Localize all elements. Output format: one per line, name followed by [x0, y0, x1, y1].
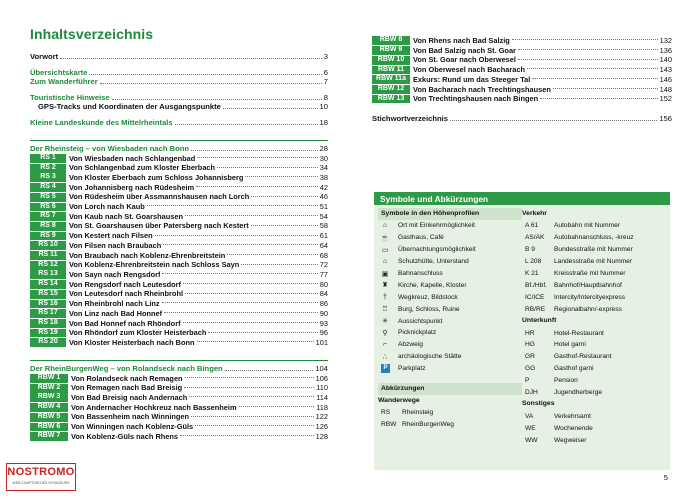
toc-entry-page: 8 — [323, 92, 328, 102]
route-label: Von Bacharach nach Trechtingshausen — [413, 84, 551, 94]
route-code-badge: RBW 4 — [30, 403, 68, 412]
legend-symbol-row — [378, 256, 518, 268]
route-label: Von Remagen nach Bad Breisig — [71, 383, 183, 393]
route-entry[interactable] — [30, 270, 328, 280]
legend-abbr-label: Intercity/Intercityexpress — [554, 293, 626, 301]
route-page: 72 — [319, 260, 328, 270]
legend-abbr-label: Regionalbahn/-express — [554, 305, 622, 313]
route-page: 118 — [316, 402, 328, 412]
route-page: 77 — [319, 270, 328, 279]
legend-profile-heading: Symbole in den Höhenprofilen — [378, 208, 522, 220]
toc-entry-page: 10 — [319, 102, 328, 112]
legend-abbr-row — [522, 422, 666, 434]
toc-left-page — [30, 26, 328, 442]
toc-entry[interactable] — [30, 102, 328, 112]
route-page: 136 — [659, 45, 672, 55]
route-page: 101 — [315, 337, 328, 347]
legend-symbol-label: archäologische Stätte — [398, 353, 462, 361]
route-entry[interactable] — [30, 393, 328, 403]
route-code-badge: RS 7 — [30, 212, 66, 221]
house-icon: ⌂ — [382, 222, 388, 230]
route-page: 114 — [316, 393, 328, 403]
section-heading-rheinburgenweg[interactable] — [30, 364, 328, 374]
legend-abbr-row — [378, 418, 518, 430]
toc-entry-label: Übersichtskarte — [30, 67, 88, 77]
route-entry[interactable] — [30, 192, 328, 202]
route-label: Von Schlangenbad zum Kloster Eberbach — [69, 163, 216, 173]
route-page: 106 — [315, 373, 328, 383]
route-entry[interactable] — [30, 212, 328, 222]
route-label: Von Kestert nach Filsen — [69, 231, 153, 241]
legend-symbol-row — [378, 279, 518, 291]
route-code-badge: RS 16 — [30, 300, 66, 309]
toc-entry[interactable] — [30, 68, 328, 78]
toc-entry-page: 6 — [323, 67, 328, 77]
route-label: Von Rengsdorf nach Leutesdorf — [69, 279, 181, 289]
toc-entry-label: GPS-Tracks und Koordinaten der Ausgangspunkte — [38, 102, 221, 112]
route-label: Von St. Goarshausen über Patersberg nach Kestert — [69, 221, 249, 231]
legend-abbr: P — [525, 377, 530, 385]
cross-icon: † — [383, 293, 387, 301]
route-label: Von Johannisberg nach Rüdesheim — [69, 182, 195, 192]
cup-icon: ☕ — [380, 234, 390, 242]
route-code-badge: RS 12 — [30, 261, 66, 270]
legend-abbr-label: Bahnhof/Hauptbahnhof — [554, 281, 622, 289]
route-entry[interactable] — [30, 309, 328, 319]
route-label: Von Kloster Eberbach zum Schloss Johannisberg — [69, 172, 244, 182]
section-divider — [30, 360, 328, 361]
legend-verkehr-heading: Verkehr — [522, 210, 547, 217]
legend-symbol-row — [378, 291, 518, 303]
route-page: 54 — [319, 211, 328, 221]
route-code-badge: RS 2 — [30, 164, 66, 173]
route-code-badge: RS 18 — [30, 319, 66, 328]
route-entry[interactable] — [30, 374, 328, 384]
route-code-badge: RS 3 — [30, 173, 66, 182]
legend-symbol-label: Ort mit Einkehrmöglichkeit — [398, 222, 475, 230]
route-code-badge: RS 20 — [30, 338, 66, 347]
route-entry[interactable] — [30, 183, 328, 193]
toc-entry-label: Stichwortverzeichnis — [372, 113, 448, 123]
route-entry[interactable] — [30, 231, 328, 241]
route-entry[interactable] — [30, 383, 328, 393]
legend-abbr-row — [522, 434, 666, 446]
route-entry[interactable] — [372, 46, 672, 56]
legend-abbr-row — [378, 407, 518, 419]
church-icon: ♜ — [381, 282, 389, 290]
route-code-badge: RBW 8 — [372, 36, 410, 45]
route-code-badge: RS 1 — [30, 154, 66, 163]
route-label: Von Winningen nach Koblenz-Güls — [71, 422, 194, 432]
route-label: Von Bad Salzig nach St. Goar — [413, 45, 516, 55]
route-page: 68 — [319, 250, 328, 260]
legend-symbol-label: Aussichtspunkt — [398, 317, 443, 325]
route-label: Von Kloster Heisterbach nach Bonn — [69, 337, 195, 347]
route-label: Von Bassenheim nach Winningen — [71, 412, 190, 422]
legend-sonstiges-heading: Sonstiges — [522, 400, 555, 408]
route-code-badge: RBW 10 — [372, 56, 410, 65]
route-code-badge: RBW 6 — [30, 423, 68, 432]
legend-abbr: HR — [525, 329, 535, 337]
legend-abbr-label: Jugendherberge — [554, 389, 603, 397]
route-page: 128 — [315, 431, 328, 441]
route-label: Von Rhöndorf zum Kloster Heisterbach — [69, 328, 207, 338]
route-code-badge: RS 13 — [30, 270, 66, 279]
legend-symbol-row — [378, 220, 518, 232]
legend-symbol-label: Picknickplatz — [398, 329, 437, 337]
route-entry[interactable] — [30, 241, 328, 251]
route-page: 42 — [319, 182, 328, 192]
legend-abbr-label: RheinBurgenWeg — [402, 420, 454, 428]
legend-abbr: RB/RE — [525, 305, 546, 313]
section-divider — [30, 140, 328, 141]
route-entry[interactable] — [372, 85, 672, 95]
legend-abbr-row — [522, 279, 666, 291]
legend-abbr: WE — [525, 424, 536, 432]
rheinburgenweg-route-list — [30, 374, 328, 442]
viewpoint-icon: ✳ — [382, 318, 388, 326]
section-heading-rheinsteig[interactable] — [30, 144, 328, 154]
legend-abbr-label: Gasthof garni — [554, 365, 594, 373]
legend-abbr-row — [522, 351, 666, 363]
legend-symbol-label: Kirche, Kapelle, Kloster — [398, 281, 467, 289]
route-entry[interactable] — [30, 251, 328, 261]
toc-entry-index[interactable] — [372, 114, 672, 124]
route-entry[interactable] — [372, 94, 672, 104]
toc-entry[interactable] — [30, 93, 328, 103]
route-page: 84 — [319, 289, 328, 299]
route-label: Von Bad Honnef nach Rhöndorf — [69, 318, 181, 328]
train-icon: ▣ — [381, 270, 389, 278]
route-entry[interactable] — [30, 422, 328, 432]
route-page: 146 — [659, 74, 672, 84]
route-label: Von Sayn nach Rengsdorf — [69, 270, 161, 279]
legend-symbol-row — [378, 351, 518, 363]
legend-abbr: HG — [525, 341, 535, 349]
route-code-badge: RS 10 — [30, 241, 66, 250]
legend-symbol-label: Wegkreuz, Bildstock — [398, 293, 458, 301]
legend-abbr-label: Wochenende — [554, 424, 593, 432]
legend-unterkunft-list — [522, 327, 666, 398]
route-code-badge: RS 5 — [30, 193, 66, 202]
route-entry[interactable] — [30, 154, 328, 164]
hut-icon: ⌂ — [382, 258, 388, 266]
route-page: 132 — [659, 36, 672, 45]
route-page: 126 — [315, 422, 328, 432]
legend-abbr: AS/AK — [525, 234, 545, 242]
route-label: Von Lorch nach Kaub — [69, 202, 145, 212]
route-code-badge: RS 9 — [30, 232, 66, 241]
route-page: 90 — [319, 308, 328, 318]
legend-symbol-row — [378, 327, 518, 339]
route-page: 152 — [659, 94, 672, 104]
legend-symbol-row — [378, 268, 518, 280]
route-label: Von Koblenz-Ehrenbreitstein nach Schloss Sayn — [69, 260, 240, 270]
route-entry[interactable] — [372, 65, 672, 75]
legend-abbr-row — [522, 327, 666, 339]
logo-name: NOSTROMO — [7, 466, 75, 478]
legend-abbr-label: Wegweiser — [554, 436, 587, 444]
legend-symbol-label: Gasthaus, Café — [398, 234, 444, 242]
route-page: 38 — [319, 172, 328, 182]
toc-entry[interactable] — [30, 118, 328, 128]
toc-entry-page: 156 — [659, 113, 672, 123]
front-matter-list — [30, 52, 328, 128]
route-page: 93 — [319, 318, 328, 328]
legend-sonstiges-list — [522, 410, 666, 446]
route-entry[interactable] — [30, 338, 328, 348]
route-label: Von Andernacher Hochkreuz nach Bassenheim — [71, 402, 237, 412]
route-entry[interactable] — [30, 163, 328, 173]
route-page: 46 — [319, 192, 328, 202]
route-entry[interactable] — [30, 289, 328, 299]
route-code-badge: RS 4 — [30, 183, 66, 192]
route-code-badge: RBW 11 — [372, 66, 410, 75]
legend-abbr-row — [522, 268, 666, 280]
legend-symbol-row — [378, 315, 518, 327]
legend-abbr-label: Rheinsteig — [402, 409, 434, 417]
route-page: 80 — [319, 279, 328, 289]
legend-abbr: WW — [525, 436, 538, 444]
legend-abbr-label: Gasthof-Restaurant — [554, 353, 612, 361]
legend-abbr: VA — [525, 412, 534, 420]
legend-abbr-row — [522, 375, 666, 387]
route-page: 51 — [319, 202, 328, 212]
legend-abbr: K 21 — [525, 270, 539, 277]
route-page: 64 — [319, 240, 328, 250]
castle-icon: ♖ — [381, 306, 389, 314]
section-heading-page: 28 — [319, 143, 328, 153]
picnic-icon: ⚲ — [382, 329, 388, 337]
legend-symbol-row — [378, 363, 518, 375]
legend-wanderwege-heading: Wanderwege — [378, 396, 420, 404]
legend-right-column — [522, 208, 666, 446]
legend-abbr: A 61 — [525, 222, 539, 230]
route-entry[interactable] — [30, 432, 328, 442]
route-entry[interactable] — [30, 328, 328, 338]
legend-symbol-label: Bahnanschluss — [398, 270, 443, 277]
rheinburgenweg-route-list-continued — [372, 36, 672, 104]
section-heading-label: Der Rheinsteig – von Wiesbaden nach Bonn — [30, 143, 190, 153]
route-page: 110 — [316, 383, 328, 393]
route-label: Von Braubach nach Koblenz-Ehrenbreitstein — [69, 250, 226, 260]
legend-abbr-row — [522, 363, 666, 375]
route-code-badge: RS 8 — [30, 222, 66, 231]
parking-icon: P — [381, 364, 390, 373]
legend-unterkunft-heading: Unterkunft — [522, 317, 557, 325]
toc-right-page — [372, 36, 672, 124]
route-entry[interactable] — [30, 173, 328, 183]
legend-verkehr-list — [522, 220, 666, 315]
rheinsteig-route-list — [30, 154, 328, 348]
route-entry[interactable] — [30, 260, 328, 270]
route-entry[interactable] — [30, 280, 328, 290]
legend-abbr-label: Pension — [554, 377, 578, 385]
toc-entry-page: 7 — [323, 77, 328, 87]
legend-abbr-label: Verkehrsamt — [554, 412, 592, 420]
route-code-badge: RS 11 — [30, 251, 66, 260]
route-code-badge: RS 19 — [30, 329, 66, 338]
route-page: 148 — [659, 84, 672, 94]
route-entry[interactable] — [30, 319, 328, 329]
legend-abbr-label: Kreisstraße mit Nummer — [554, 270, 626, 277]
route-code-badge: RBW 11a — [372, 75, 410, 84]
legend-abbr-row — [522, 291, 666, 303]
legend-abbr: RS — [381, 409, 391, 417]
route-page: 122 — [315, 412, 328, 422]
route-label: Von St. Goar nach Oberwesel — [413, 55, 516, 65]
route-entry[interactable] — [30, 403, 328, 413]
route-label: Von Linz nach Bad Honnef — [69, 308, 163, 318]
route-code-badge: RBW 1 — [30, 374, 68, 383]
route-page: 143 — [659, 65, 672, 75]
toc-entry-label: Touristische Hinweise — [30, 92, 110, 102]
route-entry[interactable] — [30, 202, 328, 212]
legend-left-column — [378, 208, 522, 446]
route-page: 96 — [319, 328, 328, 338]
route-code-badge: RBW 9 — [372, 46, 410, 55]
legend-symbol-row — [378, 339, 518, 351]
route-label: Von Rhens nach Bad Salzig — [413, 36, 510, 45]
legend-abbr: DJH — [525, 389, 538, 397]
bed-icon: ▭ — [381, 246, 389, 254]
page-title: Inhaltsverzeichnis — [30, 26, 154, 42]
legend-symbols-list — [378, 220, 518, 375]
route-entry[interactable] — [372, 75, 672, 85]
toc-entry-page: 18 — [319, 117, 328, 127]
route-code-badge: RBW 5 — [30, 413, 68, 422]
route-code-badge: RS 15 — [30, 290, 66, 299]
route-entry[interactable] — [30, 299, 328, 309]
section-heading-page: 104 — [315, 363, 328, 373]
route-code-badge: RS 17 — [30, 309, 66, 318]
route-label: Von Kaub nach St. Goarshausen — [69, 211, 184, 221]
legend-abbr: GG — [525, 365, 536, 373]
legend-symbol-label: Parkplatz — [398, 365, 426, 373]
route-entry[interactable] — [372, 36, 672, 46]
legend-title: Symbole und Abkürzungen — [374, 192, 670, 205]
route-label: Von Rüdesheim über Assmannshausen nach Lorch — [69, 192, 250, 202]
route-code-badge: RBW 3 — [30, 393, 68, 402]
toc-entry[interactable] — [30, 77, 328, 87]
route-label: Von Trechtingshausen nach Bingen — [413, 94, 539, 104]
route-label: Von Leutesdorf nach Rheinbrohl — [69, 289, 184, 299]
legend-abbr: L 208 — [525, 258, 542, 266]
legend-abbr-row — [522, 339, 666, 351]
route-page: 34 — [319, 163, 328, 173]
route-label: Von Wiesbaden nach Schlangenbad — [69, 153, 196, 163]
page-number: 5 — [663, 473, 668, 482]
legend-abbr-row — [522, 244, 666, 256]
legend-wanderwege-list — [378, 407, 518, 431]
legend-symbol-label: Abzweig — [398, 341, 423, 349]
route-label: Von Rheinbrohl nach Linz — [69, 299, 160, 309]
legend-symbol-label: Burg, Schloss, Ruine — [398, 305, 460, 313]
legend-abbr: IC/ICE — [525, 293, 545, 301]
legend-abbr-row — [522, 220, 666, 232]
route-label: Von Bad Breisig nach Andernach — [71, 393, 188, 403]
toc-entry-label: Vorwort — [30, 52, 59, 61]
logo-tagline: WEB COMPTOIR DES VOYAGEURS — [12, 481, 70, 485]
route-page: 58 — [319, 221, 328, 231]
route-entry[interactable] — [30, 221, 328, 231]
route-code-badge: RBW 2 — [30, 384, 68, 393]
toc-entry-label: Kleine Landeskunde des Mittelrheintals — [30, 117, 173, 127]
legend-abbr: Bf./Hbf. — [525, 281, 547, 289]
legend-abbr-row — [522, 232, 666, 244]
legend-symbol-row — [378, 303, 518, 315]
route-code-badge: RBW 7 — [30, 432, 68, 441]
route-code-badge: RBW 13 — [372, 95, 410, 104]
legend-abbr-label: Landesstraße mit Nummer — [554, 258, 633, 266]
route-label: Von Koblenz-Güls nach Rhens — [71, 431, 179, 441]
route-code-badge: RS 14 — [30, 280, 66, 289]
archaeology-icon: ∴ — [382, 353, 388, 361]
route-entry[interactable] — [30, 412, 328, 422]
route-code-badge: RS 6 — [30, 203, 66, 212]
route-page: 86 — [319, 299, 328, 309]
route-page: 61 — [319, 231, 328, 241]
legend-abbr-row — [522, 410, 666, 422]
legend-abbr: GR — [525, 353, 535, 361]
route-label: Exkurs: Rund um das Steeger Tal — [413, 74, 531, 84]
toc-entry-label: Zum Wanderführer — [30, 77, 98, 87]
legend-box — [374, 192, 670, 470]
legend-abbr-row — [522, 387, 666, 399]
junction-icon: ⌐ — [382, 341, 388, 349]
legend-abbr-label: Hotel garni — [554, 341, 586, 349]
legend-abbr-label: Autobahnanschluss, -kreuz — [554, 234, 634, 242]
route-label: Von Filsen nach Braubach — [69, 240, 162, 250]
toc-entry-page: 3 — [323, 52, 328, 61]
legend-abbr-label: Autobahn mit Nummer — [554, 222, 620, 230]
route-code-badge: RBW 12 — [372, 85, 410, 94]
route-page: 30 — [319, 153, 328, 163]
legend-abbr-heading: Abkürzungen — [378, 383, 522, 395]
toc-entry[interactable] — [30, 52, 328, 62]
legend-abbr: RBW — [381, 420, 397, 428]
legend-abbr: B 9 — [525, 246, 535, 254]
route-label: Von Oberwesel nach Bacharach — [413, 65, 525, 75]
route-page: 140 — [659, 55, 672, 65]
legend-abbr-row — [522, 303, 666, 315]
legend-abbr-label: Hotel-Restaurant — [554, 329, 604, 337]
legend-symbol-row — [378, 232, 518, 244]
section-heading-label: Der RheinBurgenWeg – von Rolandseck nach Bingen — [30, 363, 223, 373]
route-entry[interactable] — [372, 55, 672, 65]
legend-abbr-label: Bundesstraße mit Nummer — [554, 246, 633, 254]
nostromo-logo — [6, 463, 76, 491]
legend-symbol-label: Übernachtungsmöglichkeit — [398, 246, 476, 254]
legend-symbol-row — [378, 244, 518, 256]
legend-abbr-row — [522, 256, 666, 268]
route-label: Von Rolandseck nach Remagen — [71, 373, 183, 383]
legend-symbol-label: Schutzhütte, Unterstand — [398, 258, 469, 266]
